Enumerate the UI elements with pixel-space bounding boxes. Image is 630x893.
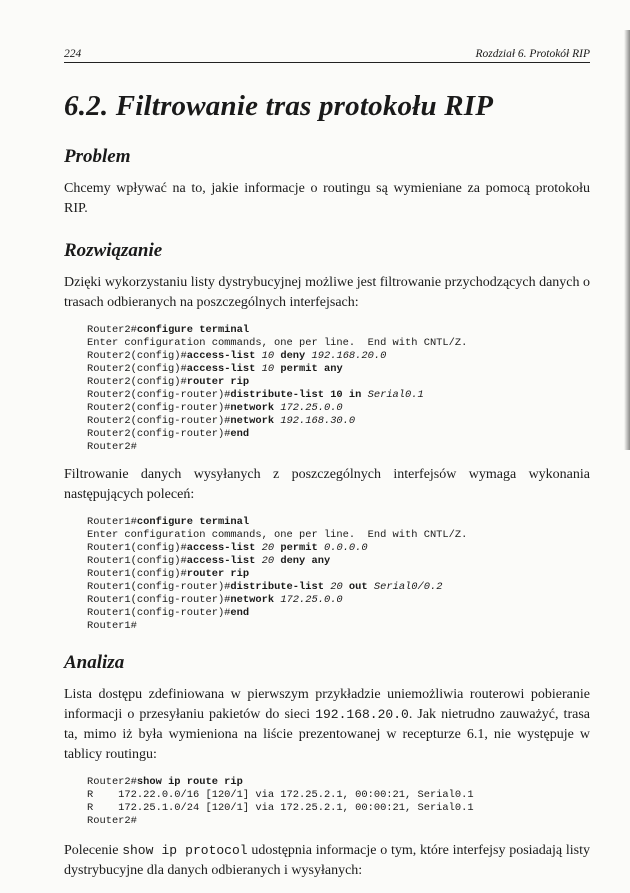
code-cmd: network (230, 414, 281, 427)
code-prompt: Router1(config-router)# (87, 593, 231, 606)
code-line (87, 389, 590, 402)
code-arg2: 0.0.0.0 (323, 541, 368, 554)
running-head (64, 48, 590, 63)
code-arg2: Serial0/0.2 (373, 580, 443, 593)
solution-intro: Dzięki wykorzystaniu listy dystrybucyjnej możliwe jest filtrowanie przychodzących danych o trasach odbieranych na poszczególnych interfejsach: (64, 274, 591, 310)
code-cmd: end (230, 606, 250, 619)
code-line (87, 363, 590, 376)
code-arg: 20 (261, 541, 281, 554)
code-arg2: 192.168.20.0 (311, 349, 387, 362)
problem-text: Chcemy wpływać na to, jakie informacje o routingu są wymieniane za pomocą protokołu RIP. (64, 180, 590, 216)
code-arg: 20 (330, 580, 349, 593)
code-line (87, 568, 590, 581)
network-address: 192.168.20.0 (315, 706, 409, 722)
code-cmd2: permit (280, 541, 324, 554)
code-prompt: Router2(config)# (87, 349, 187, 362)
code-arg: Serial0.1 (367, 388, 424, 401)
code-prompt: Router2# (87, 323, 137, 336)
code-cmd: end (230, 427, 250, 440)
code-block-router2 (87, 324, 590, 454)
page-edge-shadow (624, 30, 630, 450)
code-prompt: Router1# (87, 515, 137, 528)
code-line (87, 415, 590, 428)
code-arg: 20 (261, 554, 281, 567)
analysis-text-b: . Jak nietrudno zauważyć, trasa ta, mimo iż była wymieniona na liście prezentowanej w recepturze 6.1, nie występuje w tablicy routingu: (64, 706, 590, 762)
code-arg: 10 (261, 362, 281, 375)
code-cmd: access-list (186, 362, 262, 375)
code-line (87, 620, 590, 633)
code-line (87, 594, 590, 607)
code-block-show-route (87, 776, 590, 828)
code-arg: 172.25.0.0 (280, 593, 343, 606)
solution-middle: Filtrowanie danych wysyłanych z poszczególnych interfejsów wymaga wykonania następujących poleceń: (64, 466, 590, 502)
analysis-paragraph-2 (64, 841, 590, 881)
code-prompt: R 172.25.1.0/24 [120/1] via 172.25.2.1, 00:00:21, Serial0.1 (87, 801, 474, 814)
analysis-text-d: udostępnia informacje o tym, które interfejsy posiadają listy dystrybucyjne dla danych odbieranych i wysyłanych: (64, 842, 590, 878)
solution-heading: Rozwiązanie (64, 239, 163, 261)
code-prompt: Router2(config)# (87, 362, 187, 375)
code-line (87, 441, 590, 454)
code-cmd2: deny any (280, 554, 331, 567)
code-line (87, 802, 590, 815)
analysis-text-a: Lista dostępu zdefiniowana w pierwszym przykładzie uniemożliwia routerowi pobieranie informacji o przesyłaniu pakietów do sieci (64, 686, 590, 722)
code-cmd: configure terminal (136, 515, 250, 528)
code-prompt: Router1(config-router)# (87, 580, 231, 593)
code-block-router1 (87, 516, 590, 633)
problem-heading: Problem (64, 145, 131, 167)
code-cmd2: out (348, 580, 374, 593)
code-cmd: distribute-list 10 in (230, 388, 368, 401)
code-line (87, 607, 590, 620)
code-line (87, 324, 590, 337)
code-line (87, 555, 590, 568)
code-prompt: R 172.22.0.0/16 [120/1] via 172.25.2.1, 00:00:21, Serial0.1 (87, 788, 474, 801)
code-prompt: Router2(config-router)# (87, 401, 231, 414)
code-prompt: Router2(config-router)# (87, 414, 231, 427)
code-line (87, 402, 590, 415)
code-prompt: Router2# (87, 814, 137, 827)
book-page (64, 48, 590, 881)
analysis-paragraph-1 (64, 685, 590, 765)
code-prompt: Router1# (87, 619, 137, 632)
analysis-text-c: Polecenie (64, 842, 123, 858)
section-title: 6.2. Filtrowanie tras protokołu RIP (64, 90, 494, 122)
code-line (87, 581, 590, 594)
code-prompt: Router1(config)# (87, 567, 187, 580)
code-prompt: Router2(config-router)# (87, 427, 231, 440)
code-line (87, 815, 590, 828)
code-line (87, 529, 590, 542)
code-arg: 10 (261, 349, 281, 362)
code-line (87, 516, 590, 529)
code-cmd: show ip route rip (136, 775, 243, 788)
code-prompt: Router1(config-router)# (87, 606, 231, 619)
code-line (87, 428, 590, 441)
code-cmd: distribute-list (230, 580, 331, 593)
code-line (87, 542, 590, 555)
code-cmd2: permit any (280, 362, 343, 375)
code-cmd: network (230, 401, 281, 414)
code-line (87, 789, 590, 802)
code-cmd2: deny (280, 349, 312, 362)
code-prompt: Router1(config)# (87, 541, 187, 554)
command-inline: show ip protocol (122, 842, 248, 858)
code-prompt: Router2(config-router)# (87, 388, 231, 401)
code-prompt: Router1(config)# (87, 554, 187, 567)
code-prompt: Enter configuration commands, one per line. End with CNTL/Z. (87, 528, 468, 541)
code-cmd: network (230, 593, 281, 606)
code-line (87, 350, 590, 363)
code-cmd: router rip (186, 567, 250, 580)
analysis-heading: Analiza (64, 651, 125, 673)
code-line (87, 376, 590, 389)
code-cmd: access-list (186, 349, 262, 362)
code-arg: 172.25.0.0 (280, 401, 343, 414)
code-prompt: Router2# (87, 440, 137, 453)
chapter-title: Rozdział 6. Protokół RIP (475, 48, 590, 60)
code-prompt: Enter configuration commands, one per line. End with CNTL/Z. (87, 336, 468, 349)
code-line (87, 776, 590, 789)
page-number: 224 (64, 48, 82, 60)
code-prompt: Router2(config)# (87, 375, 187, 388)
code-cmd: access-list (186, 554, 262, 567)
code-cmd: router rip (186, 375, 250, 388)
code-line (87, 337, 590, 350)
code-cmd: configure terminal (136, 323, 250, 336)
code-arg: 192.168.30.0 (280, 414, 356, 427)
code-prompt: Router2# (87, 775, 137, 788)
code-cmd: access-list (186, 541, 262, 554)
